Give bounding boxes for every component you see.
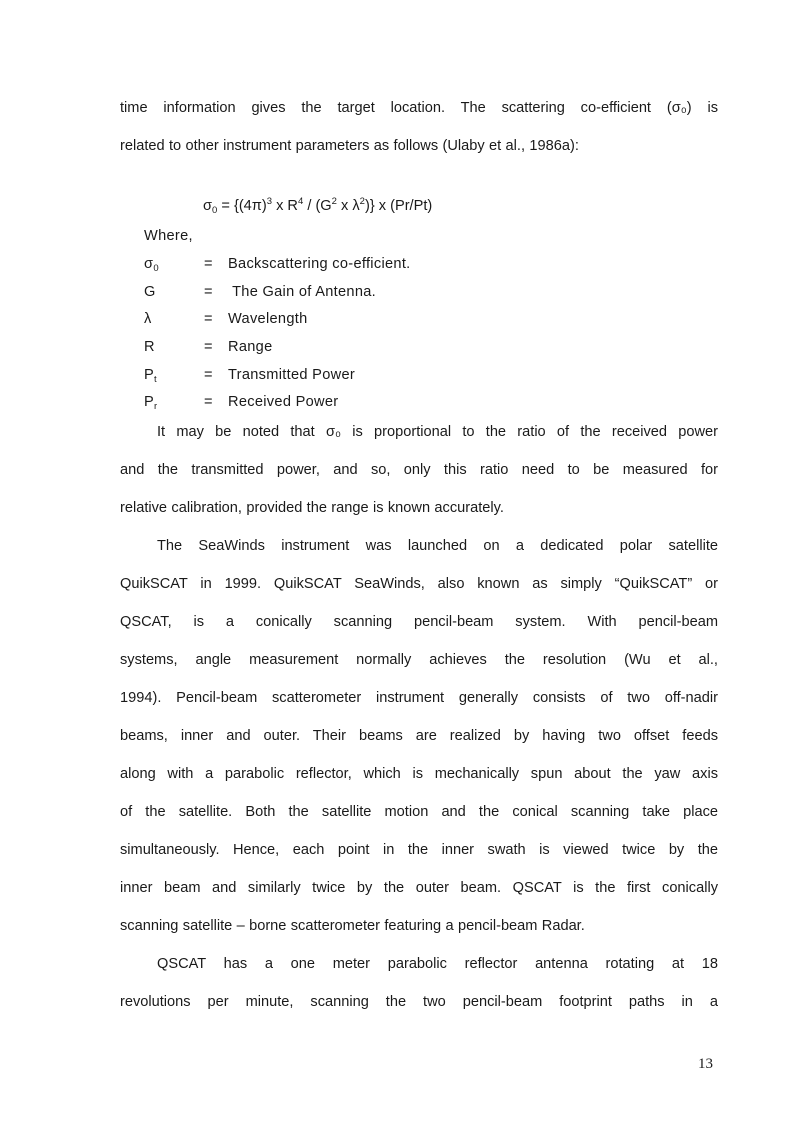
equation-lhs-subscript: 0	[212, 205, 218, 216]
text-line: The SeaWinds instrument was launched on a dedicated polar satellite	[157, 538, 718, 554]
text-line: QSCAT, is a conically scanning pencil-beam system. With pencil-beam	[120, 614, 718, 630]
text-line: revolutions per minute, scanning the two pencil-beam footprint paths in a	[120, 994, 718, 1010]
definition-description: Transmitted Power	[228, 367, 356, 383]
definition-description: Received Power	[228, 394, 339, 410]
text-line: It may be noted that σ₀ is proportional to the ratio of the received power	[157, 424, 718, 440]
definition-description: Range	[228, 339, 273, 355]
where-label: Where,	[144, 228, 193, 244]
text-line: along with a parabolic reflector, which is mechanically spun about the yaw axis	[120, 766, 718, 782]
equation-superscript: 2	[331, 196, 337, 207]
definition-equals: =	[204, 339, 213, 355]
definition-equals: =	[204, 256, 213, 272]
text-line: and the transmitted power, and so, only this ratio need to be measured for	[120, 462, 718, 478]
text-line: related to other instrument parameters as follows (Ulaby et al., 1986a):	[120, 138, 579, 154]
equation-lhs: σ	[203, 198, 213, 214]
text-line: scanning satellite – borne scatterometer featuring a pencil-beam Radar.	[120, 918, 585, 934]
equation-part: x R	[272, 198, 298, 214]
definition-symbol: G	[144, 284, 156, 300]
paragraph-ratio-note	[120, 413, 718, 527]
definition-symbol: $P_t$	[144, 367, 157, 385]
paragraph-seawinds	[120, 527, 718, 945]
definition-equals: =	[204, 394, 213, 410]
text-line: systems, angle measurement normally achieves the resolution (Wu et al.,	[120, 652, 718, 668]
definition-equals: =	[204, 284, 213, 300]
equation	[203, 196, 432, 216]
definition-symbol: $\sigma_0$	[144, 256, 159, 274]
equation-part: = {(4π)	[217, 198, 267, 214]
text-line: of the satellite. Both the satellite motion and the conical scanning take place	[120, 804, 718, 820]
definition-symbol: $P_r$	[144, 394, 158, 412]
text-line: 1994). Pencil-beam scatterometer instrument generally consists of two off-nadir	[120, 690, 718, 706]
equation-superscript: 4	[297, 196, 304, 207]
text-line: beams, inner and outer. Their beams are realized by having two offset feeds	[120, 728, 718, 744]
equation-superscript: 3	[266, 196, 273, 207]
equation-part: )} x (Pr/Pt)	[364, 198, 433, 214]
text-line: simultaneously. Hence, each point in the inner swath is viewed twice by the	[120, 842, 718, 858]
paragraph-qscat-antenna	[120, 945, 718, 1021]
equation-part: / (G	[303, 198, 332, 214]
definition-equals: =	[204, 367, 213, 383]
definition-symbol: λ	[144, 311, 152, 327]
text-line: QSCAT has a one meter parabolic reflector antenna rotating at 18	[157, 956, 718, 972]
equation-superscript: 2	[359, 196, 365, 207]
paragraph-intro	[120, 89, 718, 165]
definition-description: Backscattering co-efficient.	[228, 256, 411, 272]
definition-description: The Gain of Antenna.	[228, 284, 377, 300]
text-line: time information gives the target location. The scattering co-efficient (σ₀) is	[120, 100, 718, 116]
text-line: QuikSCAT in 1999. QuikSCAT SeaWinds, also known as simply “QuikSCAT” or	[120, 576, 718, 592]
page-number: 13	[698, 1056, 713, 1072]
definition-symbol: R	[144, 339, 155, 355]
text-line: relative calibration, provided the range is known accurately.	[120, 500, 504, 516]
text-line: inner beam and similarly twice by the outer beam. QSCAT is the first conically	[120, 880, 718, 896]
definition-description: Wavelength	[228, 311, 308, 327]
definition-equals: =	[204, 311, 213, 327]
equation-part: x λ	[336, 198, 360, 214]
